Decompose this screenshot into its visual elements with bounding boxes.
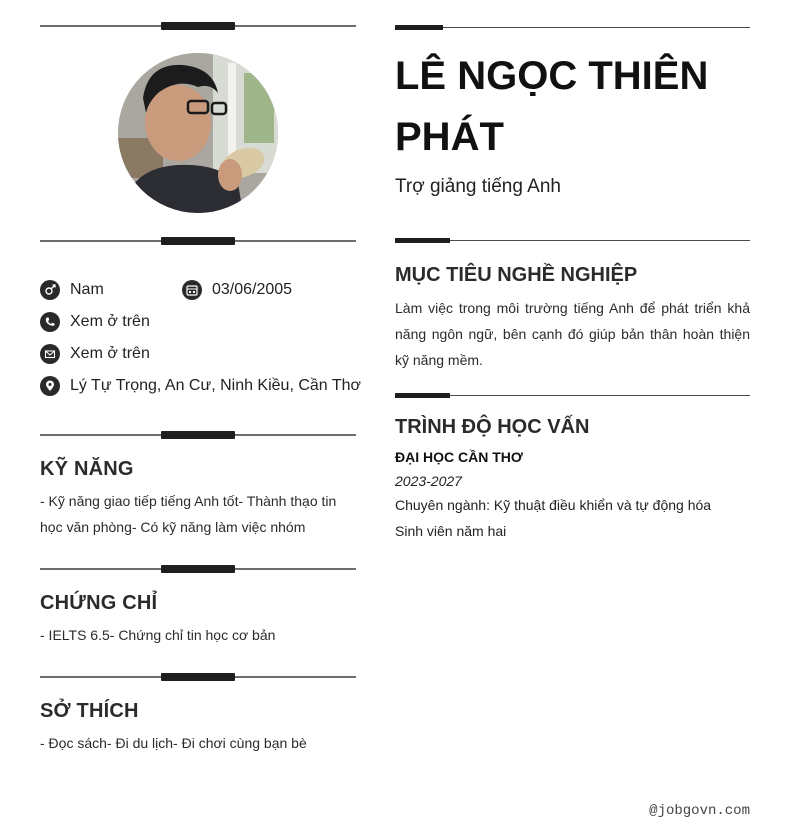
address-row [40,376,361,396]
divider-skills [40,434,356,436]
phone-row [40,312,150,332]
birthdate-value: 03/06/2005 [212,281,293,298]
avatar [118,53,278,213]
education-school: ĐẠI HỌC CẦN THƠ [395,449,523,465]
divider-contact [40,240,356,242]
address-value: Lý Tự Trọng, An Cư, Ninh Kiều, Cần Thơ [70,377,362,394]
envelope-icon [40,344,60,364]
education-years: 2023-2027 [395,473,462,489]
birthdate-row [182,280,292,300]
divider-hobbies [40,676,356,678]
education-heading: TRÌNH ĐỘ HỌC VẤN [395,416,590,438]
divider-top-right [395,27,750,28]
divider-certificates [40,568,356,570]
skills-heading: KỸ NĂNG [40,458,134,480]
watermark: @jobgovn.com [649,803,750,819]
gender-row [40,280,104,300]
divider-education [395,395,750,396]
phone-value: Xem ở trên [70,313,150,330]
avatar-photo [118,53,278,213]
email-value: Xem ở trên [70,345,150,362]
divider-top-left [40,25,356,27]
skills-text: - Kỹ năng giao tiếp tiếng Anh tốt- Thành thạo tin học văn phòng- Có kỹ năng làm việc nhóm [40,493,337,535]
objective-text: Làm việc trong môi trường tiếng Anh để phát triển khả năng ngôn ngữ, bên cạnh đó giúp bản thân hoàn thiện kỹ năng mềm. [395,300,750,368]
certificates-text: - IELTS 6.5- Chứng chỉ tin học cơ bản [40,627,276,643]
education-major: Chuyên ngành: Kỹ thuật điều khiển và tự động hóa [395,497,712,513]
hobbies-text: - Đọc sách- Đi du lịch- Đi chơi cùng bạn bè [40,735,307,751]
job-title: Trợ giảng tiếng Anh [395,176,561,197]
location-pin-icon [40,376,60,396]
candidate-name: LÊ NGỌC THIÊN PHÁT [395,54,709,159]
calendar-icon [182,280,202,300]
phone-icon [40,312,60,332]
gender-icon [40,280,60,300]
education-note: Sinh viên năm hai [395,523,507,539]
divider-objective [395,240,750,241]
certificates-heading: CHỨNG CHỈ [40,592,158,614]
gender-value: Nam [70,281,104,298]
objective-heading: MỤC TIÊU NGHỀ NGHIỆP [395,264,638,286]
email-row [40,344,150,364]
hobbies-heading: SỞ THÍCH [40,700,139,722]
